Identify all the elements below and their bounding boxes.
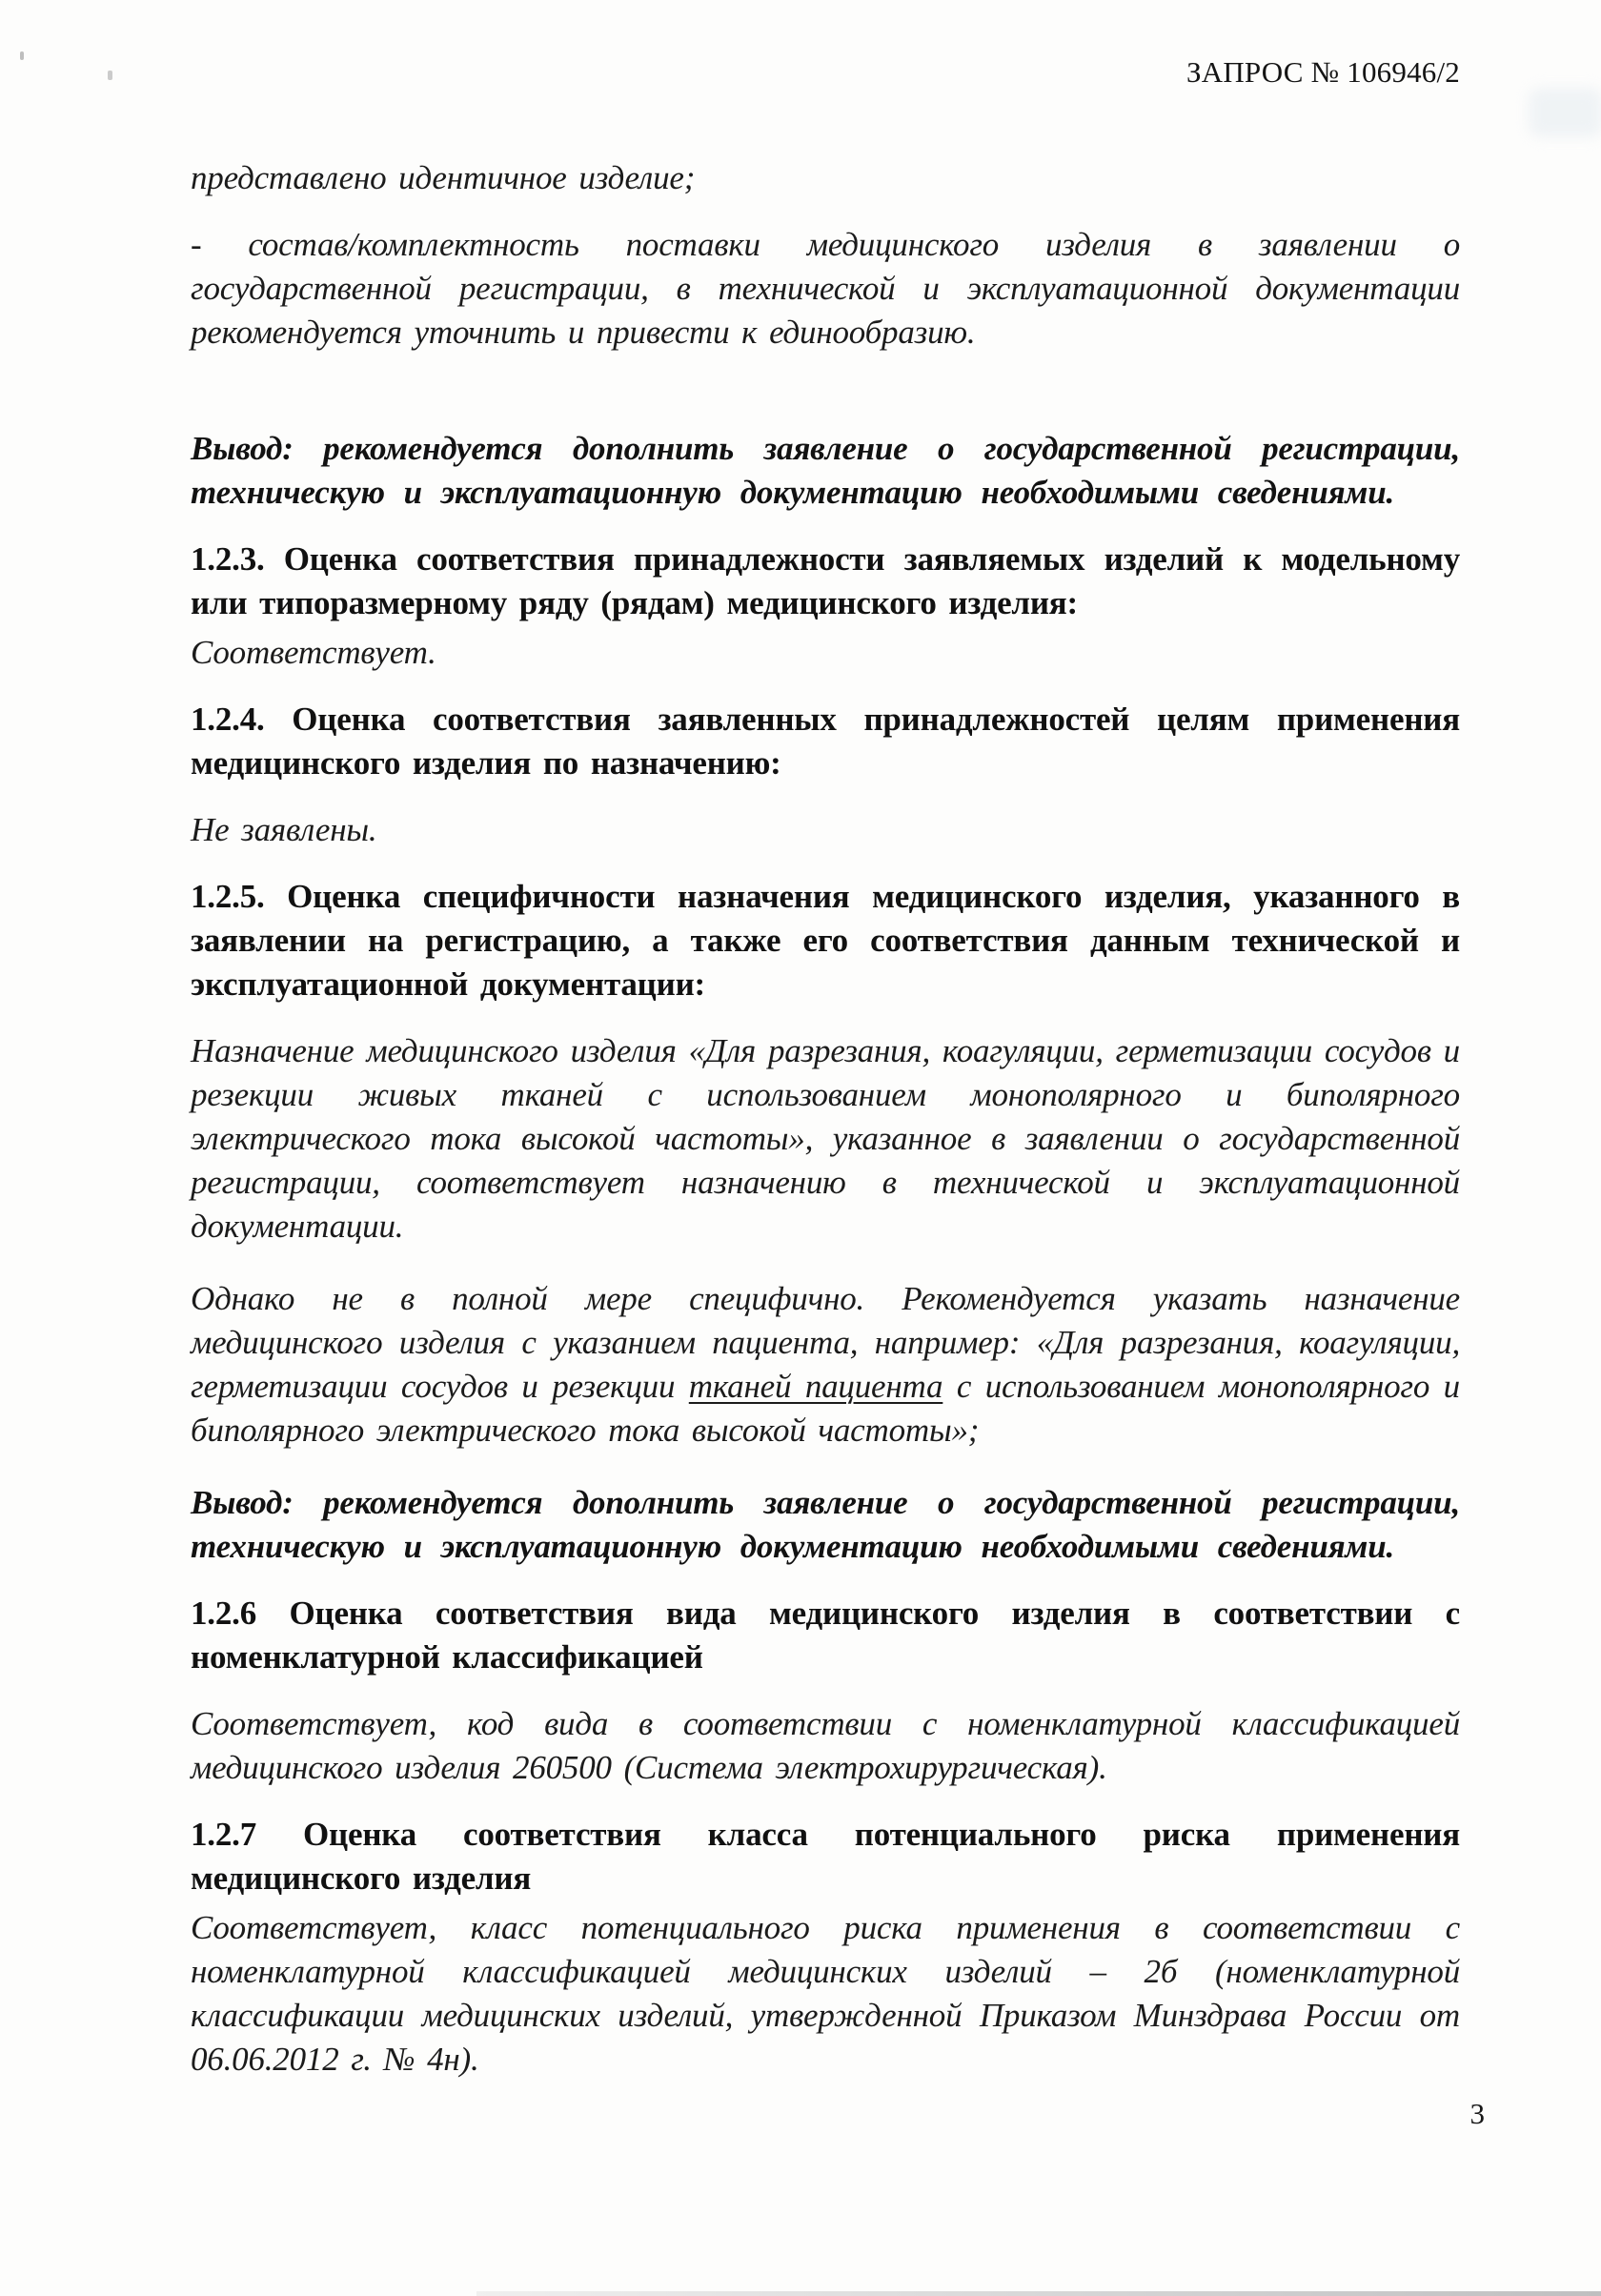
conclusion-paragraph-2: Вывод: рекомендуется дополнить заявление о государственной регистрации, техническую и эксплуатационную документацию необходимыми сведениями. — [191, 1484, 1460, 1565]
intro-line: представлено идентичное изделие; — [191, 159, 696, 196]
section-heading-1-2-3: 1.2.3. Оценка соответствия принадлежности заявляемых изделий к модельному или типоразмерному ряду (рядам) медицинского изделия: — [191, 540, 1460, 621]
however-text-before: Однако не в полной мере специфично. Рекомендуется указать назначение медицинского изделия с указанием пациента, например: «Для разрезания, коагуляции, герметизации сосудов и резекции — [191, 1280, 1460, 1405]
request-number-header: ЗАПРОС № 106946/2 — [1186, 55, 1460, 89]
section-heading-1-2-7: 1.2.7 Оценка соответствия класса потенциального риска применения медицинского изделия — [191, 1816, 1460, 1897]
section-heading-1-2-6: 1.2.6 Оценка соответствия вида медицинского изделия в соответствии с номенклатурной классификацией — [191, 1595, 1460, 1676]
section-1-2-7-answer: Соответствует, класс потенциального риска применения в соответствии с номенклатурной классификацией медицинских изделий – 2б (номенклатурной классификации медицинских изделий, утвержденной Приказом Минздрава России от 06.06.2012 г. № 4н). — [191, 1909, 1460, 2078]
page-number: 3 — [1469, 2097, 1485, 2130]
scan-speck — [20, 51, 24, 60]
conclusion-paragraph-1: Вывод: рекомендуется дополнить заявление о государственной регистрации, техническую и эксплуатационную документацию необходимыми сведениями. — [191, 430, 1460, 511]
section-heading-1-2-4: 1.2.4. Оценка соответствия заявленных принадлежностей целям применения медицинского изделия по назначению: — [191, 701, 1460, 782]
section-1-2-4-answer: Не заявлены. — [191, 811, 377, 848]
composition-item: - состав/комплектность поставки медицинского изделия в заявлении о государственной регистрации, в технической и эксплуатационной документации рекомендуется уточнить и привести к единообразию. — [191, 226, 1460, 351]
section-1-2-3-answer: Соответствует. — [191, 634, 436, 671]
section-1-2-6-answer: Соответствует, код вида в соответствии с номенклатурной классификацией медицинского изделия 260500 (Система электрохирургическая). — [191, 1705, 1460, 1786]
scan-speck — [108, 71, 112, 80]
purpose-paragraph: Назначение медицинского изделия «Для разрезания, коагуляции, герметизации сосудов и резекции живых тканей с использованием монополярного и биполярного электрического тока высокой частоты», указанное в заявлении о государственной регистрации, соответствует назначению в технической и эксплуатационной документации. — [191, 1032, 1460, 1245]
however-paragraph — [191, 1277, 1460, 1453]
underlined-phrase: тканей пациента — [688, 1368, 943, 1405]
scan-artifact-strip — [476, 2291, 1601, 2296]
document-body — [191, 0, 1485, 2131]
however-text-after: с использованием монополярного и биполярного электрического тока высокой частоты»; — [191, 1368, 1460, 1449]
scan-artifact-blob — [1529, 88, 1601, 137]
section-heading-1-2-5: 1.2.5. Оценка специфичности назначения медицинского изделия, указанного в заявлении на регистрацию, а также его соответствия данным технической и эксплуатационной документации: — [191, 878, 1460, 1003]
